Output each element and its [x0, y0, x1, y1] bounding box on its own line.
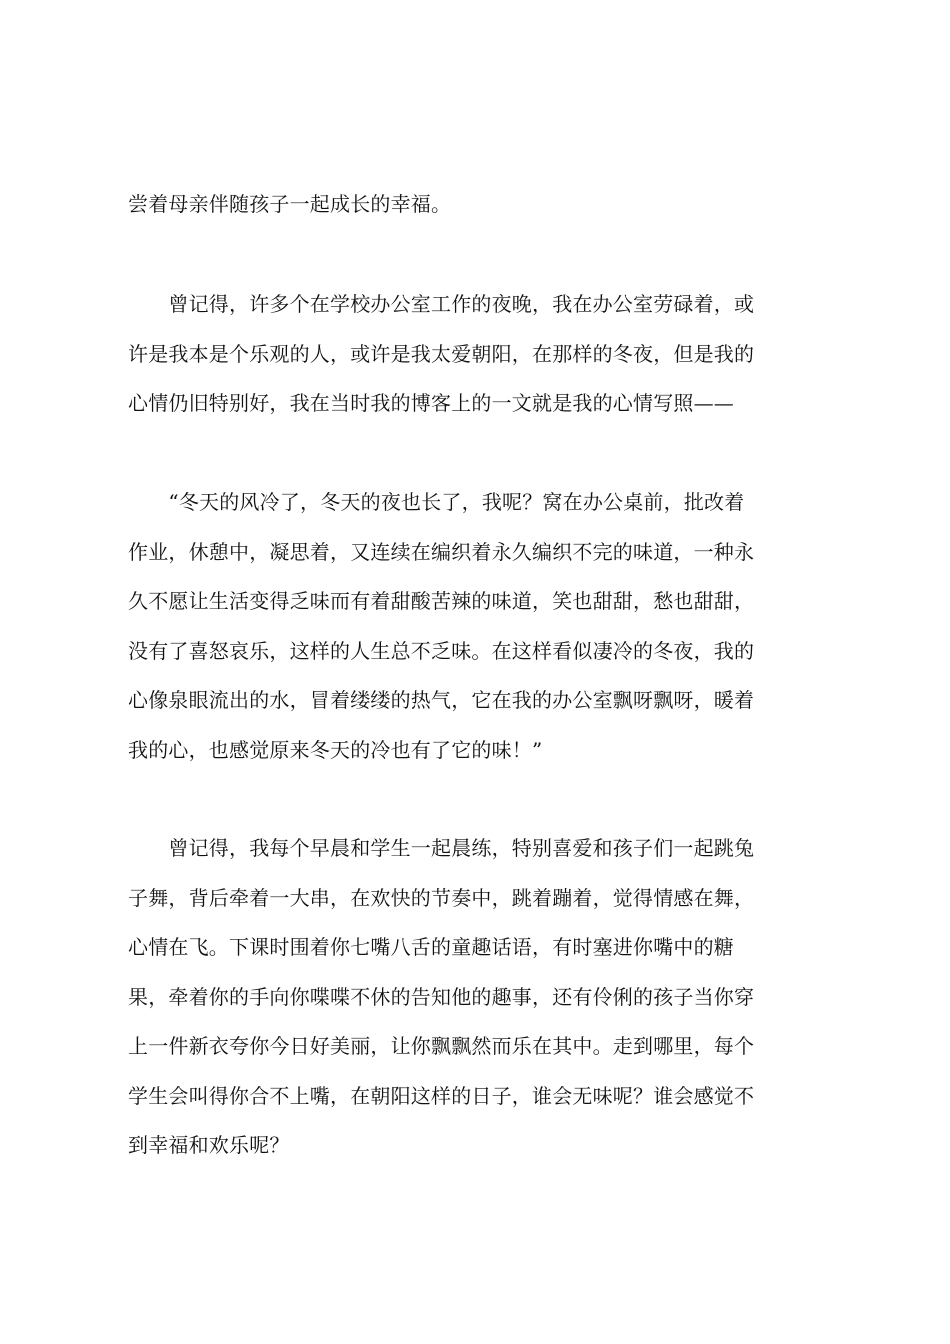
text-line: 心情仍旧特别好，我在当时我的博客上的一文就是我的心情写照—— [128, 391, 734, 415]
paragraph-3 [128, 478, 834, 775]
text-line: 尝着母亲伴随孩子一起成长的幸福。 [128, 192, 452, 216]
text-line: 果，牵着你的手向你喋喋不休的告知他的趣事，还有伶俐的孩子当你穿 [128, 984, 755, 1009]
text-line: 心像泉眼流出的水，冒着缕缕的热气，它在我的办公室飘呀飘呀，暖着 [128, 688, 755, 712]
text-line: 心情在飞。下课时围着你七嘴八舌的童趣话语，有时塞进你嘴中的糖 [128, 935, 734, 959]
text-line: 没有了喜怒哀乐，这样的人生总不乏味。在这样看似凄冷的冬夜，我的 [128, 638, 755, 663]
text-line: 学生会叫得你合不上嘴，在朝阳这样的日子，谁会无味呢？谁会感觉不 [128, 1083, 755, 1108]
text-line: 子舞，背后牵着一大串，在欢快的节奏中，跳着蹦着，觉得情感在舞， [128, 885, 755, 910]
paragraph-4 [128, 824, 834, 1171]
text-line: 曾记得，许多个在学校办公室工作的夜晚，我在办公室劳碌着，或 [128, 292, 755, 316]
text-line: 久不愿让生活变得乏味而有着甜酸苦辣的味道，笑也甜甜，愁也甜甜， [128, 589, 755, 613]
paragraph-2 [128, 280, 834, 429]
text-line: 作业，休憩中，凝思着，又连续在编织着永久编织不完的味道，一种永 [128, 539, 755, 564]
text-line: 上一件新衣夸你今日好美丽，让你飘飘然而乐在其中。走到哪里，每个 [128, 1034, 755, 1058]
text-line: “冬天的风冷了，冬天的夜也长了，我呢？窝在办公桌前，批改着 [128, 490, 745, 514]
text-line: 许是我本是个乐观的人，或许是我太爱朝阳，在那样的冬夜，但是我的 [128, 341, 755, 366]
paragraph-1 [128, 180, 834, 230]
text-line: 曾记得，我每个早晨和学生一起晨练，特别喜爱和孩子们一起跳兔 [128, 836, 755, 860]
text-line: 我的心，也感觉原来冬天的冷也有了它的味！” [128, 737, 543, 762]
text-line: 到幸福和欢乐呢？ [128, 1133, 290, 1157]
